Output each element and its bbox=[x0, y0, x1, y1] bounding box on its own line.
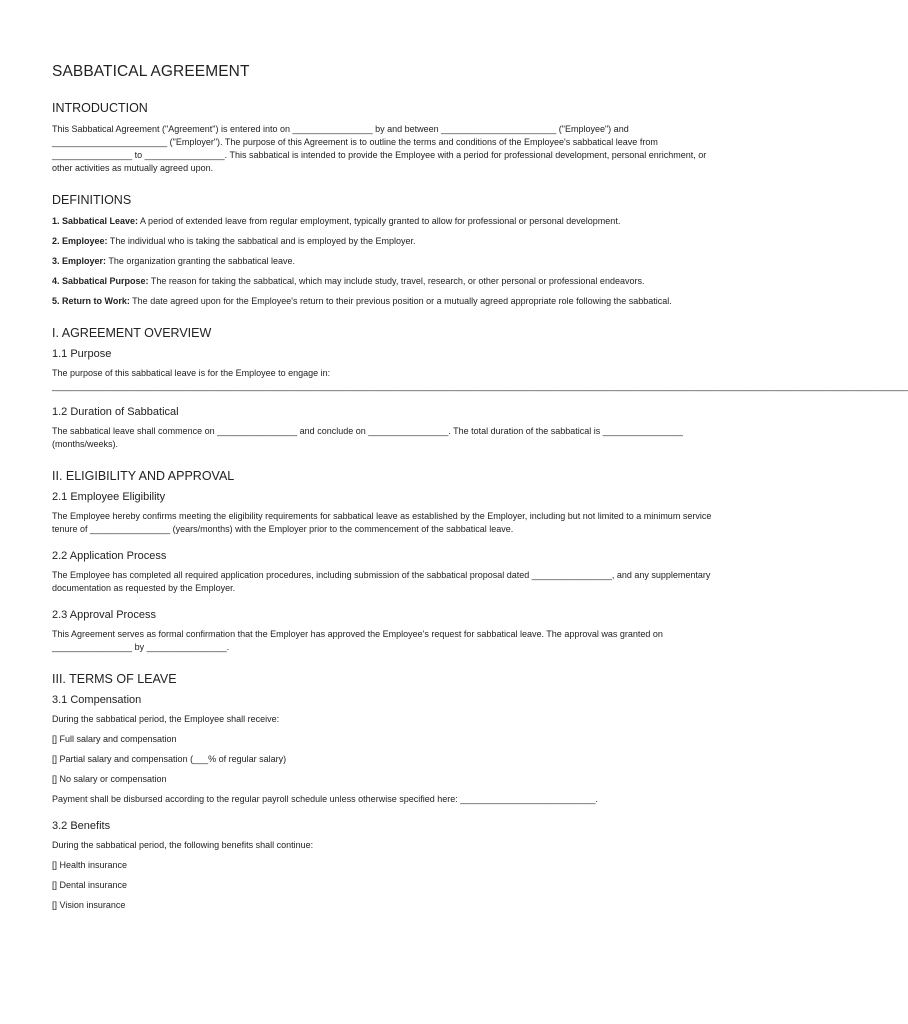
eligibility-subsection bbox=[52, 491, 718, 536]
definition-term: 1. Sabbatical Leave: bbox=[52, 216, 139, 226]
compensation-subsection bbox=[52, 694, 718, 806]
eligibility-section bbox=[52, 469, 718, 654]
definition-text: The reason for taking the sabbatical, which may include study, travel, research, or other personal or professional endeavors. bbox=[148, 276, 645, 286]
benefit-option-health[interactable]: [] Health insurance bbox=[52, 860, 128, 870]
application-text: The Employee has completed all required application procedures, including submission of the sabbatical proposal dated ________________, and any supplementary documentation as requested by the Employer. bbox=[52, 570, 711, 593]
eligibility-approval-heading: II. ELIGIBILITY AND APPROVAL bbox=[52, 469, 235, 483]
compensation-note: Payment shall be disbursed according to the regular payroll schedule unless otherwise specified here: ___________________________. bbox=[52, 794, 598, 804]
purpose-subsection bbox=[52, 348, 908, 392]
benefit-option-vision[interactable]: [] Vision insurance bbox=[52, 900, 126, 910]
duration-heading: 1.2 Duration of Sabbatical bbox=[52, 406, 179, 418]
eligibility-text: The Employee hereby confirms meeting the eligibility requirements for sabbatical leave as established by the Employer, including but not limited to a minimum service tenure of ________________ (years/months) with the Employer prior to the commencement of the sabbatical leave. bbox=[52, 511, 712, 534]
benefits-subsection bbox=[52, 820, 718, 912]
definition-item bbox=[52, 275, 718, 288]
duration-text: The sabbatical leave shall commence on ________________ and conclude on ________________. The total duration of the sabbatical is ________________ (months/weeks). bbox=[52, 426, 683, 449]
introduction-heading: INTRODUCTION bbox=[52, 101, 148, 115]
approval-subsection bbox=[52, 609, 718, 654]
definition-term: 5. Return to Work: bbox=[52, 296, 130, 306]
benefit-option-dental[interactable]: [] Dental insurance bbox=[52, 880, 128, 890]
terms-of-leave-section bbox=[52, 672, 718, 912]
definition-text: The individual who is taking the sabbatical and is employed by the Employer. bbox=[107, 236, 416, 246]
introduction-section bbox=[52, 101, 718, 175]
eligibility-heading: 2.1 Employee Eligibility bbox=[52, 491, 166, 503]
definition-text: The date agreed upon for the Employee's return to their previous position or a mutually agreed appropriate role following the sabbatical. bbox=[129, 296, 672, 306]
compensation-option-partial[interactable]: [] Partial salary and compensation (___% of regular salary) bbox=[52, 754, 287, 764]
compensation-intro: During the sabbatical period, the Employee shall receive: bbox=[52, 714, 280, 724]
definitions-heading: DEFINITIONS bbox=[52, 193, 132, 207]
agreement-overview-section bbox=[52, 326, 908, 451]
definition-text: A period of extended leave from regular employment, typically granted to allow for professional or personal development. bbox=[138, 216, 621, 226]
definitions-section bbox=[52, 193, 718, 308]
definition-term: 2. Employee: bbox=[52, 236, 108, 246]
benefits-heading: 3.2 Benefits bbox=[52, 820, 111, 832]
application-subsection bbox=[52, 550, 718, 595]
approval-heading: 2.3 Approval Process bbox=[52, 609, 156, 621]
definition-item bbox=[52, 215, 718, 228]
definition-term: 3. Employer: bbox=[52, 256, 107, 266]
definition-term: 4. Sabbatical Purpose: bbox=[52, 276, 149, 286]
approval-text: This Agreement serves as formal confirmation that the Employer has approved the Employee's request for sabbatical leave. The approval was granted on ________________ by ________________. bbox=[52, 629, 663, 652]
purpose-text: The purpose of this sabbatical leave is for the Employee to engage in: bbox=[52, 368, 331, 378]
terms-of-leave-heading: III. TERMS OF LEAVE bbox=[52, 672, 177, 686]
compensation-option-none[interactable]: [] No salary or compensation bbox=[52, 774, 167, 784]
compensation-option-full[interactable]: [] Full salary and compensation bbox=[52, 734, 177, 744]
definition-item bbox=[52, 295, 718, 308]
application-heading: 2.2 Application Process bbox=[52, 550, 167, 562]
agreement-overview-heading: I. AGREEMENT OVERVIEW bbox=[52, 326, 212, 340]
purpose-heading: 1.1 Purpose bbox=[52, 348, 112, 360]
duration-subsection bbox=[52, 406, 718, 451]
purpose-blank-line: ______________________________________________________________________________________________________________________________________________________________________________________ bbox=[52, 381, 908, 391]
definition-item bbox=[52, 235, 718, 248]
introduction-text: This Sabbatical Agreement ("Agreement") is entered into on ________________ by and between _______________________ ("Employee") and _______________________ ("Employer"). The purpose of this Agreement is to outline the terms and conditions of the Employee's sabbatical leave from ________________ to ________________. This sabbatical is intended to provide the Employee with a period for professional development, personal enrichment, or other activities as mutually agreed upon. bbox=[52, 124, 707, 173]
definition-item bbox=[52, 255, 718, 268]
document-title: SABBATICAL AGREEMENT bbox=[52, 63, 250, 80]
definition-text: The organization granting the sabbatical leave. bbox=[106, 256, 295, 266]
benefits-intro: During the sabbatical period, the following benefits shall continue: bbox=[52, 840, 314, 850]
compensation-heading: 3.1 Compensation bbox=[52, 694, 142, 706]
